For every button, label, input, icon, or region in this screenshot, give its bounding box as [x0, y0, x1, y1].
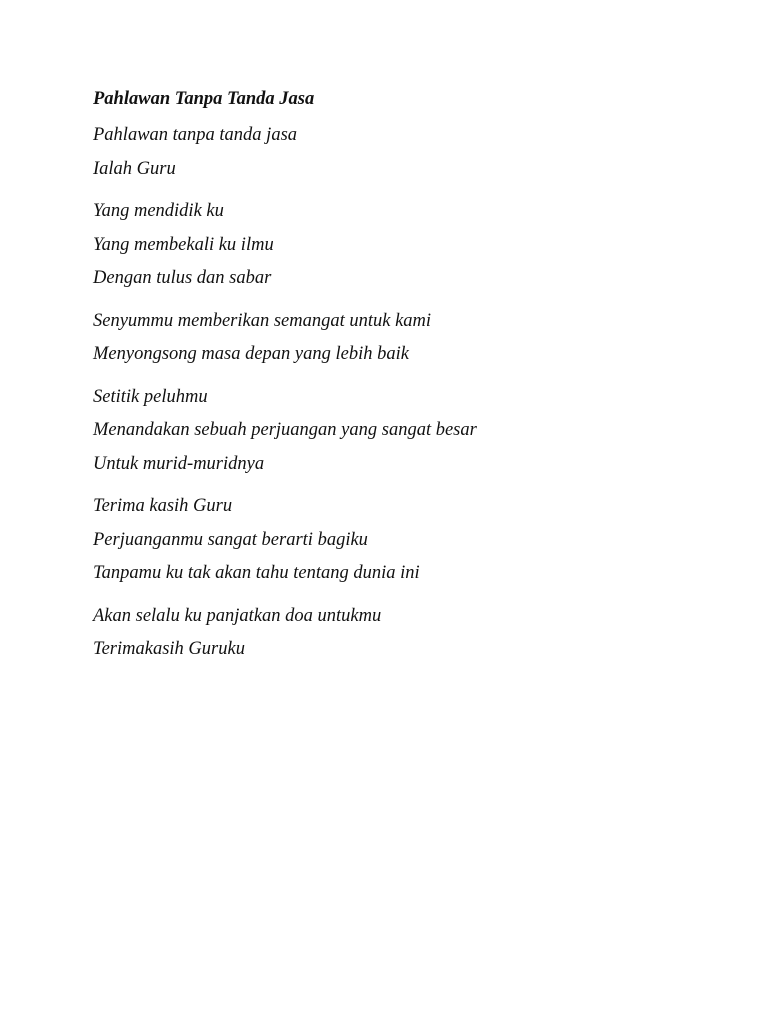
poem-line: Senyummu memberikan semangat untuk kami: [93, 310, 432, 331]
poem-line: Tanpamu ku tak akan tahu tentang dunia ini: [93, 563, 420, 583]
poem-line: Terimakasih Guruku: [93, 639, 245, 659]
poem-line: Menyongsong masa depan yang lebih baik: [93, 344, 409, 364]
poem-line: Pahlawan tanpa tanda jasa: [93, 125, 298, 145]
stanza-2: [93, 195, 733, 296]
stanza-1: [93, 119, 733, 186]
poem-line: Perjuanganmu sangat berarti bagiku: [93, 529, 368, 550]
poem-line: Setitik peluhmu: [93, 386, 208, 407]
poem-line: Untuk murid-muridnya: [93, 453, 265, 474]
poem-line: Terima kasih Guru: [93, 496, 233, 516]
poem-line: Yang mendidik ku: [93, 201, 224, 221]
poem-title: Pahlawan Tanpa Tanda Jasa: [93, 89, 315, 109]
stanza-6: [93, 600, 733, 667]
stanza-4: [93, 381, 733, 482]
poem-line: Dengan tulus dan sabar: [93, 268, 272, 288]
poem-line: Akan selalu ku panjatkan doa untukmu: [93, 605, 382, 626]
poem-line: Ialah Guru: [93, 158, 176, 179]
stanza-3: [93, 305, 733, 372]
poem: [93, 86, 733, 667]
poem-line: Menandakan sebuah perjuangan yang sangat besar: [93, 420, 477, 440]
stanza-5: [93, 490, 733, 591]
poem-line: Yang membekali ku ilmu: [93, 234, 274, 255]
